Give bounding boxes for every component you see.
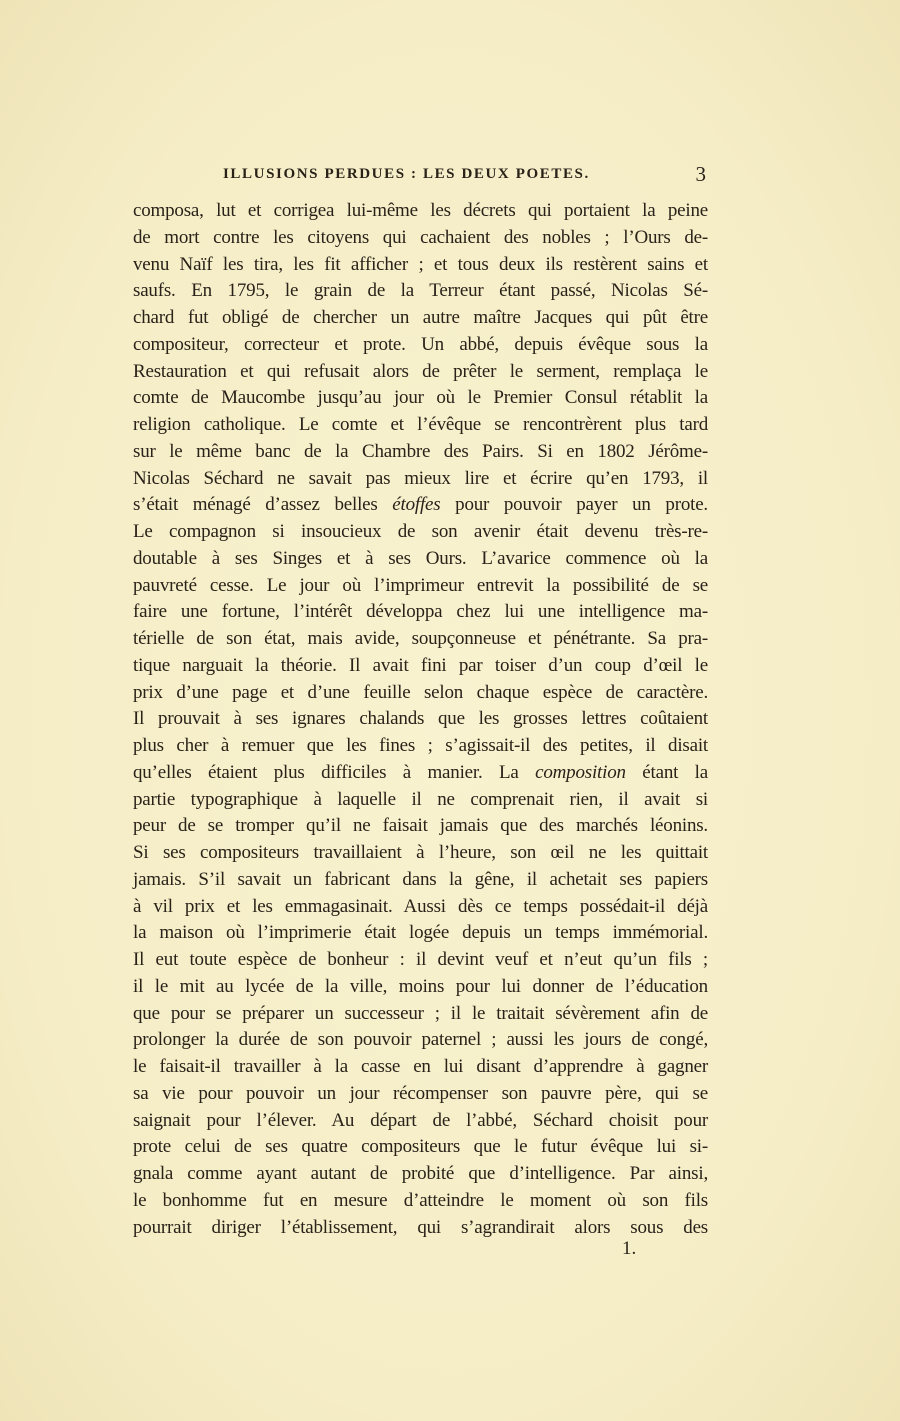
- line-text: térielle de son état, mais avide, soupçonneuse et pénétrante. Sa pra-: [133, 628, 708, 649]
- line-text: sa vie pour pouvoir un jour récompenser son pauvre père, qui se: [133, 1082, 708, 1104]
- line-text: s’était ménagé d’assez belles: [133, 494, 393, 516]
- text-line: [133, 1027, 708, 1054]
- signature-mark: 1.: [622, 1238, 637, 1259]
- line-text: le faisait-il travailler à la casse en lui disant d’apprendre à gagner: [133, 1056, 708, 1077]
- line-text: à vil prix et les emmagasinait. Aussi dès ce temps possédait-il déjà: [133, 895, 708, 917]
- line-text: de mort contre les citoyens qui cachaient des nobles ; l’Ours de-: [133, 226, 708, 248]
- line-text: qu’elles étaient plus difficiles à manier. La: [133, 761, 536, 783]
- line-text: prix d’une page et d’une feuille selon chaque espèce de caractère.: [133, 681, 708, 703]
- line-text: compositeur, correcteur et prote. Un abbé, depuis évêque sous la: [133, 333, 708, 355]
- line-text: il le mit au lycée de la ville, moins pour lui donner de l’éducation: [133, 975, 708, 997]
- italic-text: étoffes: [392, 494, 441, 516]
- text-line: [133, 653, 708, 680]
- text-line: [133, 894, 708, 921]
- text-line: [133, 1188, 708, 1215]
- line-text: prote celui de ses quatre compositeurs que le futur évêque lui si-: [133, 1136, 708, 1158]
- line-text: Le compagnon si insoucieux de son avenir était devenu très-re-: [133, 521, 708, 542]
- text-line: [133, 359, 708, 386]
- text-line: [133, 626, 708, 653]
- line-text: saignait pour l’élever. Au départ de l’abbé, Séchard choisit pour: [133, 1109, 708, 1131]
- text-line: [133, 1108, 708, 1135]
- line-text: pauvreté cesse. Le jour où l’imprimeur entrevit la possibilité de se: [133, 574, 708, 596]
- text-line: [133, 492, 708, 519]
- line-text: composa, lut et corrigea lui-même les décrets qui portaient la peine: [133, 200, 708, 221]
- line-text: Restauration et qui refusait alors de prêter le serment, remplaça le: [133, 360, 708, 382]
- text-line: [133, 1134, 708, 1161]
- text-line: [133, 1161, 708, 1188]
- text-line: [133, 867, 708, 894]
- line-text: sur le même banc de la Chambre des Pairs. Si en 1802 Jérôme-: [133, 440, 708, 462]
- line-text: Il prouvait à ses ignares chalands que les grosses lettres coûtaient: [133, 708, 708, 730]
- text-line: [133, 332, 708, 359]
- text-line: [133, 225, 708, 252]
- line-text: partie typographique à laquelle il ne comprenait rien, il avait si: [133, 788, 708, 810]
- text-line: [133, 466, 708, 493]
- line-text: saufs. En 1795, le grain de la Terreur étant passé, Nicolas Sé-: [133, 280, 708, 302]
- text-line: [133, 412, 708, 439]
- line-text: gnala comme ayant autant de probité que d’intelligence. Par ainsi,: [133, 1163, 708, 1184]
- line-text: religion catholique. Le comte et l’évêque se rencontrèrent plus tard: [133, 414, 708, 435]
- text-line: [133, 305, 708, 332]
- text-line: [133, 439, 708, 466]
- line-text: comte de Maucombe jusqu’au jour où le Premier Consul rétablit la: [133, 387, 708, 409]
- text-line: [133, 920, 708, 947]
- text-line: [133, 733, 708, 760]
- line-text: venu Naïf les tira, les fit afficher ; et tous deux ils restèrent sains et: [133, 253, 708, 275]
- line-text: prolonger la durée de son pouvoir paternel ; aussi les jours de congé,: [133, 1029, 708, 1051]
- text-line: [133, 1081, 708, 1108]
- text-line: [133, 680, 708, 707]
- line-text: jamais. S’il savait un fabricant dans la gêne, il achetait ses papiers: [133, 868, 708, 890]
- line-text: pourrait diriger l’établissement, qui s’agrandirait alors sous des: [133, 1216, 708, 1238]
- line-text: étant la: [625, 761, 708, 783]
- text-line: [133, 198, 708, 225]
- text-line: [133, 813, 708, 840]
- line-text: pour pouvoir payer un prote.: [440, 494, 708, 516]
- italic-text: composition: [535, 761, 626, 783]
- text-line: [133, 974, 708, 1001]
- text-line: [133, 1001, 708, 1028]
- text-line: [133, 706, 708, 733]
- text-line: [133, 760, 708, 787]
- text-line: [133, 787, 708, 814]
- line-text: la maison où l’imprimerie était logée depuis un temps immémorial.: [133, 922, 708, 944]
- running-title: ILLUSIONS PERDUES : LES DEUX POETES.: [223, 166, 590, 182]
- line-text: doutable à ses Singes et à ses Ours. L’avarice commence où la: [133, 547, 708, 569]
- text-line: [133, 278, 708, 305]
- line-text: chard fut obligé de chercher un autre maître Jacques qui pût être: [133, 307, 708, 328]
- body-text: [133, 198, 708, 1241]
- text-line: [133, 1054, 708, 1081]
- text-line: [133, 840, 708, 867]
- line-text: faire une fortune, l’intérêt développa chez lui une intelligence ma-: [133, 601, 708, 623]
- line-text: le bonhomme fut en mesure d’atteindre le moment où son fils: [133, 1189, 708, 1211]
- line-text: Si ses compositeurs travaillaient à l’heure, son œil ne les quittait: [133, 842, 708, 863]
- text-line: [133, 252, 708, 279]
- text-line: [133, 947, 708, 974]
- line-text: que pour se préparer un successeur ; il le traitait sévèrement afin de: [133, 1002, 708, 1024]
- page-number: 3: [695, 162, 706, 186]
- line-text: Nicolas Séchard ne savait pas mieux lire et écrire qu’en 1793, il: [133, 467, 708, 489]
- text-line: [133, 519, 708, 546]
- line-text: peur de se tromper qu’il ne faisait jamais que des marchés léonins.: [133, 815, 708, 837]
- page-header: [133, 162, 708, 192]
- line-text: plus cher à remuer que les fines ; s’agissait-il des petites, il disait: [133, 735, 708, 756]
- text-line: [133, 599, 708, 626]
- text-line: [133, 546, 708, 573]
- text-line: [133, 385, 708, 412]
- line-text: tique narguait la théorie. Il avait fini par toiser d’un coup d’œil le: [133, 654, 708, 676]
- line-text: Il eut toute espèce de bonheur : il devint veuf et n’eut qu’un fils ;: [133, 949, 708, 970]
- text-line: [133, 573, 708, 600]
